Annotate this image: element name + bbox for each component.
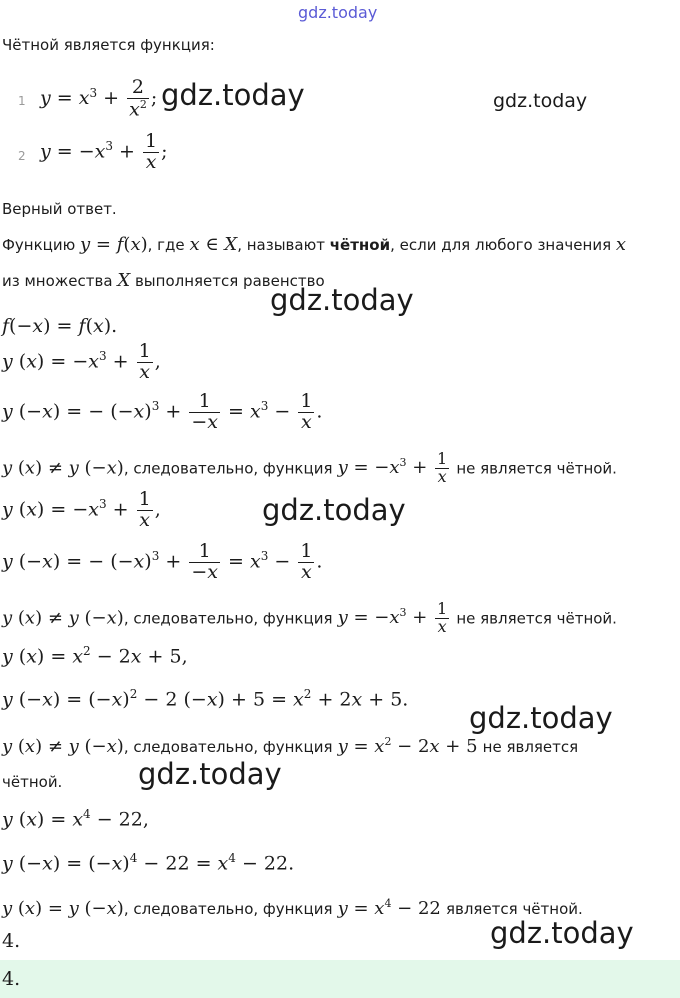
definition-line2a: из множества [2, 272, 113, 290]
check-4-line-2: y $(-x) = (-x)^4 - 22 = x^4 - 22$. [2, 851, 295, 875]
check-1-line-2: y (−x) = − $(-x)^3$ + $\frac{1}{-x}$ = $x^3$ − $\frac{1}{x}$ . [2, 390, 323, 433]
option-number-1: 1 [18, 94, 26, 108]
conclusion-text: , следовательно, функция [123, 738, 333, 756]
watermark: gdz.today [138, 757, 282, 791]
definition-line-1: Функцию y = f(x), где x ∈ X, называют чётной, если для любого значения x [2, 234, 627, 255]
watermark-top: gdz.today [298, 3, 378, 22]
check-1-line-1: y $(x) = -x^3$ + $\frac{1}{x}$ , [2, 340, 161, 383]
watermark: gdz.today [493, 90, 588, 112]
option-2-formula[interactable]: $y = -x^3$ + $\frac{1}{x}$ ; [40, 130, 168, 173]
definition-part3: , называют [237, 236, 325, 254]
watermark: gdz.today [161, 78, 305, 112]
check-2-line-2: y (−x) = − $(-x)^3$ + $\frac{1}{-x}$ = $x^3$ − $\frac{1}{x}$ . [2, 540, 323, 583]
definition-line2b: выполняется равенство [134, 272, 325, 290]
conclusion-text: , следовательно, функция [123, 459, 333, 478]
conclusion-text: , следовательно, функция [123, 900, 333, 918]
check-4-line-1: y $(x) = x^4 - 22$, [2, 807, 149, 831]
check-4-conclusion: y (x) = y (−x), следовательно, функция $y = x^4 - 22$ является чётной. [2, 897, 583, 919]
option-number-2: 2 [18, 149, 26, 163]
watermark: gdz.today [469, 701, 613, 735]
check-3-conclusion: y (x) ≠ y (−x), следовательно, функция $y = x^2 - 2x + 5$ не является [2, 735, 579, 757]
conclusion-not-is: не является [482, 738, 579, 756]
answer-bar [0, 960, 680, 998]
answer-bar-text: 4. [2, 968, 21, 990]
definition-part1: Функцию [2, 236, 76, 254]
question-text: Чётной является функция: [2, 36, 215, 54]
watermark: gdz.today [262, 493, 406, 527]
conclusion-is-even: является чётной. [445, 900, 583, 918]
definition-part2: , где [147, 236, 185, 254]
even-definition-formula: f(−x) = f(x). [2, 315, 118, 337]
option-1-formula[interactable]: $y = x^3$ + $\frac{2}{x^2}$ ; [40, 76, 158, 121]
definition-part4: , если для любого значения [390, 236, 612, 254]
watermark: gdz.today [490, 916, 634, 950]
check-2-line-1: y $(x) = -x^3$ + $\frac{1}{x}$ , [2, 488, 161, 531]
check-3-line-2: y $(-x) = (-x)^2 - 2$ $(-x) + 5 = x^2 + 2x + 5$. [2, 687, 409, 711]
check-2-conclusion: y (x) ≠ y (−x), следовательно, функция $y = -x^3$ + $\frac{1}{x}$ не является чётной. [2, 599, 617, 636]
watermark: gdz.today [270, 283, 414, 317]
conclusion-not-even: не является чётной. [456, 459, 617, 478]
final-answer: 4. [2, 930, 21, 952]
conclusion-text: , следовательно, функция [123, 609, 333, 628]
definition-bold: чётной [329, 236, 391, 254]
check-1-conclusion: y (x) ≠ y (−x), следовательно, функция $y = -x^3$ + $\frac{1}{x}$ не является чётной. [2, 449, 617, 486]
conclusion-not-even: не является чётной. [456, 609, 617, 628]
check-3-conclusion-end: чётной. [2, 773, 63, 791]
definition-line-2: из множества X выполняется равенство [2, 270, 325, 291]
correct-answer-label: Верный ответ. [2, 200, 117, 218]
check-3-line-1: y $(x) = x^2 - 2x + 5$, [2, 644, 188, 668]
